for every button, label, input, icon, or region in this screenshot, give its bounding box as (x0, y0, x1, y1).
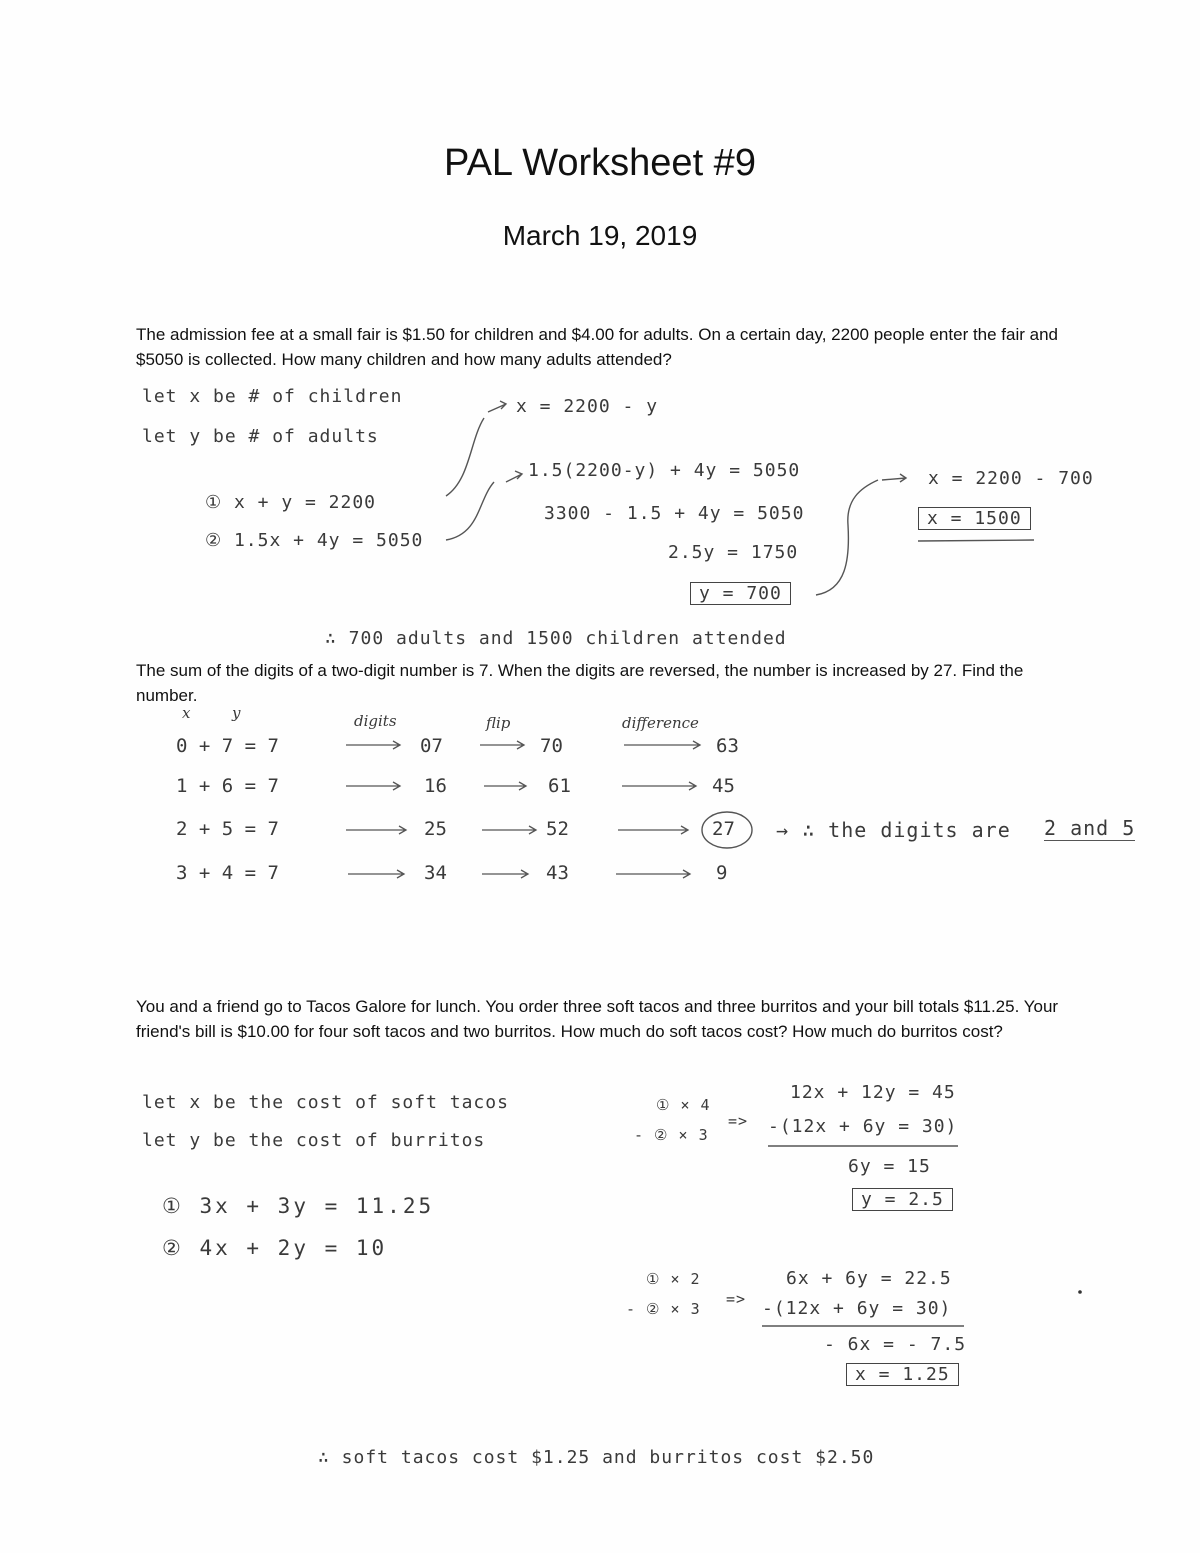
p2-row-2-arrow-a (346, 782, 400, 790)
p1-x-underline (918, 540, 1034, 541)
p2-row-1-arrow-b (480, 741, 524, 749)
p2-row-2-diff: 45 (712, 775, 735, 797)
p1-equation-2: ② 1.5x + 4y = 5050 (205, 530, 424, 551)
p3-elim-2-line-3: - 6x = - 7.5 (824, 1334, 967, 1355)
p2-header-flip: flip (486, 714, 511, 732)
p2-row-2-sum: 1 + 6 = 7 (176, 775, 279, 797)
p2-row-2-arrow-b (484, 782, 526, 790)
p1-y-result: y = 700 (690, 582, 791, 605)
p1-bracket-1 (446, 418, 484, 496)
p2-row-1-sum: 0 + 7 = 7 (176, 735, 279, 757)
p3-elim-1-line-1: 12x + 12y = 45 (790, 1082, 956, 1103)
p3-elim-2-line-2: -(12x + 6y = 30) (762, 1298, 952, 1319)
p1-substitution-4: 2.5y = 1750 (668, 542, 799, 563)
p2-row-4-arrow-a (348, 870, 404, 878)
p3-elim-2-line-1: 6x + 6y = 22.5 (786, 1268, 952, 1289)
p3-elim-1-line-3: 6y = 15 (848, 1156, 931, 1177)
p3-elim-1-op-1: ① × 4 (656, 1096, 711, 1114)
p3-elim-1-arrow: => (728, 1112, 749, 1130)
p1-arrow-to-sub2 (506, 471, 522, 482)
p2-row-4-arrow-c (616, 870, 690, 878)
p1-conclusion: ∴ 700 adults and 1500 children attended (325, 628, 787, 649)
p2-row-3-sum: 2 + 5 = 7 (176, 818, 279, 840)
p2-row-2-flip: 61 (548, 775, 571, 797)
p2-row-1-flip: 70 (540, 735, 563, 757)
p2-row-1-digits: 07 (420, 735, 443, 757)
p2-row-4-diff: 9 (716, 862, 728, 884)
p1-arrow-to-x (882, 474, 906, 482)
p2-row-2-arrow-c (622, 782, 696, 790)
p2-row-3-arrow-a (346, 826, 406, 834)
p1-bracket-2 (446, 482, 494, 540)
p2-row-3-digits: 25 (424, 818, 447, 840)
p3-elim-2-op-2: - ② × 3 (626, 1300, 701, 1318)
p2-row-4-sum: 3 + 4 = 7 (176, 862, 279, 884)
p2-row-4-arrow-b (482, 870, 528, 878)
problem-3-text: You and a friend go to Tacos Galore for lunch. You order three soft tacos and three burritos and your bill totals $11.25. Your friend's bill is $10.00 for four soft tacos and two burritos. How much do soft tacos cost? How much do burritos cost? (136, 997, 1059, 1041)
p3-let-y: let y be the cost of burritos (142, 1130, 486, 1151)
p2-conclusion-prefix: → ∴ the digits are (776, 818, 1011, 842)
p1-bracket-3 (816, 480, 878, 595)
p1-substitution-3: 3300 - 1.5 + 4y = 5050 (544, 503, 805, 524)
p2-row-1-arrow-c (624, 741, 700, 749)
p1-arrow-to-sub1 (488, 401, 506, 412)
p2-row-3-diff: 27 (712, 818, 735, 840)
p1-equation-1: ① x + y = 2200 (205, 492, 377, 513)
p3-elim-1-op-2: - ② × 3 (634, 1126, 709, 1144)
p2-row-1-arrow-a (346, 741, 400, 749)
p2-row-4-digits: 34 (424, 862, 447, 884)
p2-header-digits: digits (354, 712, 397, 730)
p3-conclusion: ∴ soft tacos cost $1.25 and burritos cost $2.50 (318, 1447, 875, 1468)
p2-row-1-diff: 63 (716, 735, 739, 757)
p1-substitution-1: x = 2200 - y (516, 396, 659, 417)
p1-let-y: let y be # of adults (142, 426, 379, 447)
p1-let-x: let x be # of children (142, 386, 403, 407)
problem-1-text: The admission fee at a small fair is $1.50 for children and $4.00 for adults. On a certain day, 2200 people enter the fair and $5050 is collected. How many children and how many adults attended? (136, 325, 1059, 369)
p3-elim-2-op-1: ① × 2 (646, 1270, 701, 1288)
p2-header-x: x (182, 704, 191, 722)
page-date: March 19, 2019 (502, 220, 698, 251)
p2-header-y: y (232, 704, 241, 722)
p3-elim-1-line-2: -(12x + 6y = 30) (768, 1116, 958, 1137)
p3-elim-2-arrow: => (726, 1290, 747, 1308)
p2-row-3-arrow-c (618, 826, 688, 834)
p3-x-result: x = 1.25 (846, 1363, 959, 1386)
p3-equation-2: ② 4x + 2y = 10 (162, 1236, 388, 1260)
p2-header-difference: difference (622, 714, 699, 732)
page-title: PAL Worksheet #9 (444, 142, 756, 184)
p2-row-3-arrow-b (482, 826, 536, 834)
p3-y-result: y = 2.5 (852, 1188, 953, 1211)
p2-row-2-digits: 16 (424, 775, 447, 797)
p2-row-4-flip: 43 (546, 862, 569, 884)
p2-row-3-flip: 52 (546, 818, 569, 840)
p1-x-result: x = 1500 (918, 507, 1031, 530)
p3-equation-1: ① 3x + 3y = 11.25 (162, 1194, 435, 1218)
p3-let-x: let x be the cost of soft tacos (142, 1092, 509, 1113)
p1-x-calc: x = 2200 - 700 (928, 468, 1094, 489)
p1-substitution-2: 1.5(2200-y) + 4y = 5050 (528, 460, 801, 481)
p2-conclusion-answer: 2 and 5 (1044, 816, 1136, 840)
stray-mark-dot (1078, 1290, 1082, 1294)
problem-2-text: The sum of the digits of a two-digit number is 7. When the digits are reversed, the number is increased by 27. Find the number. (136, 661, 1024, 705)
